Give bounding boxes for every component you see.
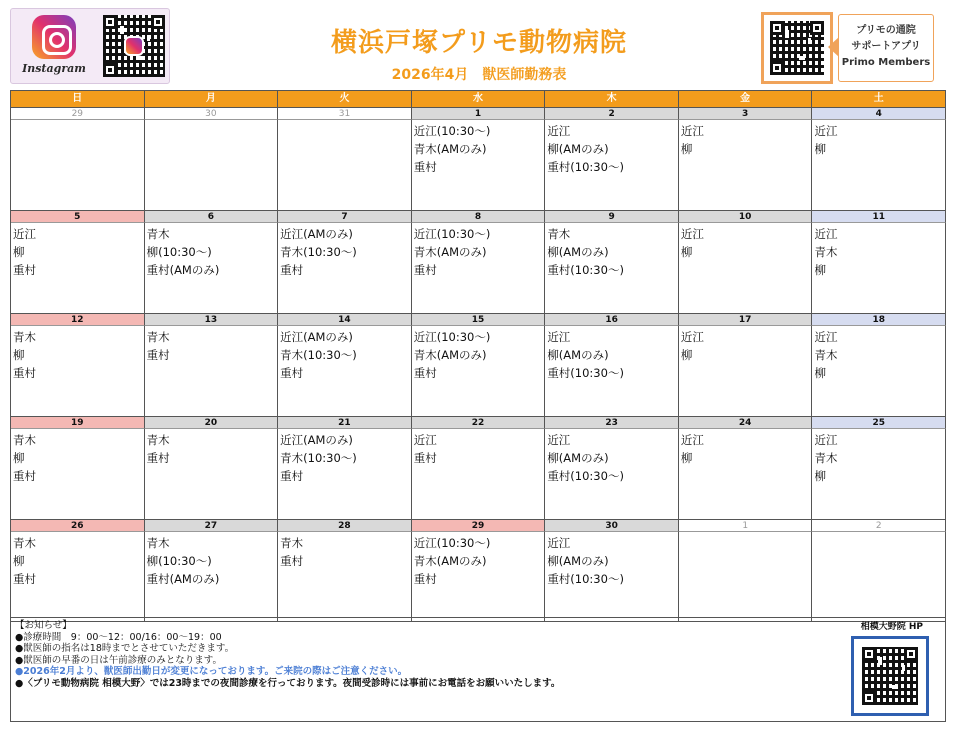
staff-entry: 重村(10:30～) [547, 572, 624, 586]
date-number: 23 [545, 416, 679, 428]
notice-line: ●獣医師の指名は18時までとさせていただきます。 [15, 643, 235, 654]
day-staff-cell [278, 222, 412, 313]
staff-entry: 柳 [814, 469, 826, 483]
staff-entry: 青木 [13, 330, 36, 344]
staff-entry: 近江(AMのみ) [280, 227, 353, 241]
staff-row [11, 428, 946, 519]
date-number: 21 [278, 416, 412, 428]
staff-entry: 重村 [413, 572, 437, 586]
date-number: 10 [679, 210, 813, 222]
staff-entry: 近江 [547, 124, 571, 138]
staff-entry: 重村 [413, 160, 437, 174]
day-staff-cell [812, 325, 946, 416]
day-staff-cell [145, 531, 279, 622]
staff-entry: 青木(AMのみ) [413, 554, 487, 568]
day-staff-cell [679, 222, 813, 313]
staff-entry: 重村 [13, 469, 36, 483]
date-number: 12 [11, 313, 145, 325]
staff-entry: 青木 [280, 536, 304, 550]
staff-entry: 青木(10:30～) [280, 348, 357, 362]
day-staff-cell [145, 325, 279, 416]
hp-qr-code-icon[interactable] [862, 647, 918, 705]
staff-entry: 重村 [13, 263, 36, 277]
date-number: 9 [545, 210, 679, 222]
date-number: 18 [812, 313, 946, 325]
staff-entry: 柳(10:30～) [146, 245, 212, 259]
staff-entry: 重村 [280, 469, 304, 483]
weekday-header: 水 [412, 91, 546, 107]
notice-night-clinic: ●〈プリモ動物病院 相模大野〉では23時までの夜間診療を行っております。夜間受診時には事前にお電話をお願いいたします。 [15, 677, 561, 689]
staff-entry: 柳 [680, 245, 693, 259]
day-staff-cell [812, 531, 946, 622]
staff-entry: 近江(AMのみ) [280, 433, 353, 447]
weekday-header: 金 [679, 91, 813, 107]
day-staff-cell [11, 119, 145, 210]
staff-entry: 青木 [13, 433, 36, 447]
day-staff-cell [11, 428, 145, 519]
date-row [11, 210, 946, 222]
day-staff-cell [412, 428, 546, 519]
staff-entry: 重村(10:30～) [547, 263, 624, 277]
day-staff-cell [679, 119, 813, 210]
day-staff-cell [812, 428, 946, 519]
date-number: 26 [11, 519, 145, 531]
staff-entry: 重村 [146, 348, 170, 362]
notice-line: ●獣医師の早番の日は午前診療のみとなります。 [15, 654, 223, 666]
weekday-header: 木 [545, 91, 679, 107]
date-number: 28 [278, 519, 412, 531]
staff-entry: 柳 [13, 554, 25, 568]
weekday-header: 土 [812, 91, 946, 107]
page-subtitle: 2026年4月 獣医師勤務表 [391, 67, 567, 83]
staff-entry: 重村 [413, 263, 437, 277]
staff-row [11, 531, 946, 622]
date-row [11, 416, 946, 428]
weekday-header-row [11, 91, 946, 107]
staff-entry: 青木 [146, 433, 170, 447]
day-staff-cell [545, 428, 679, 519]
date-number: 30 [145, 107, 279, 119]
schedule-calendar [10, 90, 946, 622]
staff-entry: 近江 [814, 124, 838, 138]
staff-entry: 柳 [680, 348, 693, 362]
date-number: 29 [412, 519, 546, 531]
staff-entry: 重村 [146, 451, 170, 465]
staff-entry: 柳(AMのみ) [547, 554, 609, 568]
staff-entry: 近江(10:30～) [413, 227, 491, 241]
day-staff-cell [412, 531, 546, 622]
day-staff-cell [679, 531, 813, 622]
staff-entry: 重村(10:30～) [547, 160, 624, 174]
notice-heading: 【お知らせ】 [15, 620, 72, 631]
hp-qr-box[interactable] [851, 636, 929, 716]
day-staff-cell [412, 222, 546, 313]
date-number: 11 [812, 210, 946, 222]
app-qr-code-icon[interactable] [770, 21, 824, 75]
staff-entry: 柳(AMのみ) [547, 348, 609, 362]
date-number: 31 [278, 107, 412, 119]
app-callout-line: Primo Members [841, 57, 931, 68]
date-number: 25 [812, 416, 946, 428]
staff-entry: 重村(10:30～) [547, 366, 624, 380]
date-number: 16 [545, 313, 679, 325]
day-staff-cell [812, 119, 946, 210]
staff-entry: 青木(AMのみ) [413, 245, 487, 259]
date-number: 8 [412, 210, 546, 222]
staff-entry: 柳(AMのみ) [547, 142, 609, 156]
staff-entry: 柳 [13, 245, 25, 259]
staff-entry: 青木 [814, 348, 838, 362]
calendar-week [11, 107, 946, 210]
date-row [11, 519, 946, 531]
staff-entry: 重村(AMのみ) [146, 572, 220, 586]
date-number: 30 [545, 519, 679, 531]
date-number: 29 [11, 107, 145, 119]
day-staff-cell [412, 325, 546, 416]
staff-entry: 重村 [413, 366, 437, 380]
staff-entry: 柳 [814, 366, 826, 380]
day-staff-cell [679, 428, 813, 519]
staff-entry: 近江 [814, 227, 838, 241]
staff-entry: 近江 [814, 330, 838, 344]
staff-entry: 柳(AMのみ) [547, 245, 609, 259]
date-number: 1 [679, 519, 813, 531]
staff-entry: 近江(AMのみ) [280, 330, 353, 344]
instagram-wordmark: Instagram [22, 62, 86, 75]
staff-entry: 柳(10:30～) [146, 554, 212, 568]
day-staff-cell [11, 531, 145, 622]
staff-entry: 重村(10:30～) [547, 469, 624, 483]
staff-entry: 青木 [146, 227, 170, 241]
weekday-header: 月 [145, 91, 279, 107]
staff-row [11, 222, 946, 313]
staff-entry: 青木 [547, 227, 571, 241]
day-staff-cell [11, 325, 145, 416]
calendar-week [11, 210, 946, 313]
staff-entry: 重村 [13, 366, 36, 380]
staff-entry: 近江(10:30～) [413, 124, 491, 138]
day-staff-cell [545, 119, 679, 210]
staff-entry: 青木 [13, 536, 36, 550]
app-callout-line: プリモの通院 [856, 25, 916, 36]
staff-entry: 柳(AMのみ) [547, 451, 609, 465]
staff-entry: 近江(10:30～) [413, 330, 491, 344]
staff-entry: 重村 [13, 572, 36, 586]
date-number: 20 [145, 416, 279, 428]
staff-entry: 柳 [680, 142, 693, 156]
staff-entry: 青木 [814, 245, 838, 259]
staff-entry: 重村(AMのみ) [146, 263, 220, 277]
staff-entry: 青木 [814, 451, 838, 465]
weekday-header: 日 [11, 91, 145, 107]
notice-highlight: ●2026年2月より、獣医師出勤日が変更になっております。ご来院の際はご注意ください。 [15, 666, 408, 677]
calendar-week [11, 519, 946, 622]
staff-entry: 青木(10:30～) [280, 451, 357, 465]
staff-entry: 近江 [413, 433, 437, 447]
staff-entry: 柳 [814, 142, 826, 156]
day-staff-cell [278, 531, 412, 622]
date-number: 3 [679, 107, 813, 119]
staff-entry: 近江 [547, 536, 571, 550]
staff-entry: 柳 [814, 263, 826, 277]
date-number: 27 [145, 519, 279, 531]
staff-entry: 重村 [280, 554, 304, 568]
staff-entry: 近江 [680, 227, 704, 241]
staff-entry: 近江 [680, 330, 704, 344]
day-staff-cell [545, 325, 679, 416]
day-staff-cell [278, 325, 412, 416]
staff-entry: 重村 [413, 451, 437, 465]
staff-entry: 近江 [547, 433, 571, 447]
staff-entry: 青木(10:30～) [280, 245, 357, 259]
day-staff-cell [278, 119, 412, 210]
day-staff-cell [145, 428, 279, 519]
staff-entry: 柳 [13, 348, 25, 362]
day-staff-cell [278, 428, 412, 519]
day-staff-cell [11, 222, 145, 313]
date-number: 1 [412, 107, 546, 119]
staff-entry: 近江 [814, 433, 838, 447]
staff-entry: 近江(10:30～) [413, 536, 491, 550]
date-number: 13 [145, 313, 279, 325]
staff-entry: 重村 [280, 263, 304, 277]
day-staff-cell [545, 222, 679, 313]
weekday-header: 火 [278, 91, 412, 107]
date-number: 2 [812, 519, 946, 531]
notice-box [10, 617, 946, 722]
date-number: 2 [545, 107, 679, 119]
staff-entry: 近江 [13, 227, 36, 241]
hp-label: 相模大野院 HP [860, 622, 923, 632]
date-row [11, 107, 946, 119]
day-staff-cell [679, 325, 813, 416]
date-number: 6 [145, 210, 279, 222]
page-title: 横浜戸塚プリモ動物病院 [331, 28, 627, 58]
date-number: 19 [11, 416, 145, 428]
staff-row [11, 119, 946, 210]
day-staff-cell [545, 531, 679, 622]
day-staff-cell [412, 119, 546, 210]
app-qr-box[interactable] [761, 12, 833, 84]
date-number: 24 [679, 416, 813, 428]
date-number: 15 [412, 313, 546, 325]
staff-entry: 近江 [680, 124, 704, 138]
staff-entry: 柳 [13, 451, 25, 465]
staff-entry: 青木(AMのみ) [413, 142, 487, 156]
day-staff-cell [812, 222, 946, 313]
date-number: 14 [278, 313, 412, 325]
staff-entry: 近江 [547, 330, 571, 344]
staff-entry: 青木 [146, 536, 170, 550]
staff-entry: 青木(AMのみ) [413, 348, 487, 362]
staff-entry: 柳 [680, 451, 693, 465]
notice-hours: ●診療時間 9：00～12：00/16：00～19：00 [15, 631, 222, 643]
date-row [11, 313, 946, 325]
staff-row [11, 325, 946, 416]
staff-entry: 近江 [680, 433, 704, 447]
calendar-week [11, 313, 946, 416]
app-callout-line: サポートアプリ [851, 41, 921, 52]
date-number: 22 [412, 416, 546, 428]
date-number: 7 [278, 210, 412, 222]
day-staff-cell [145, 119, 279, 210]
staff-entry: 重村 [280, 366, 304, 380]
date-number: 4 [812, 107, 946, 119]
staff-entry: 青木 [146, 330, 170, 344]
date-number: 17 [679, 313, 813, 325]
day-staff-cell [145, 222, 279, 313]
date-number: 5 [11, 210, 145, 222]
calendar-week [11, 416, 946, 519]
app-callout [838, 14, 934, 82]
calendar-weeks [11, 107, 946, 622]
